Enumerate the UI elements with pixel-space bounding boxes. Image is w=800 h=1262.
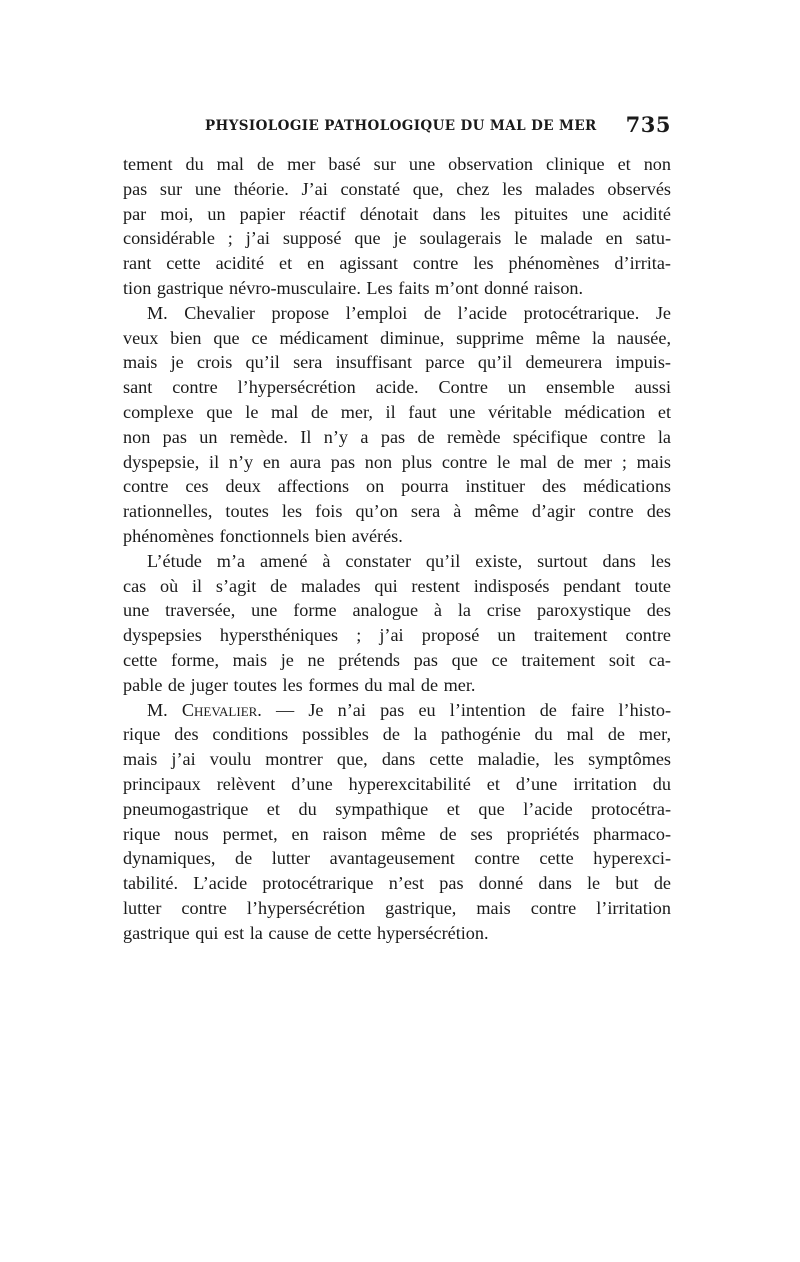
- text-line: dynamiques, de lutter avantageusement contre cette hyperexci-: [123, 848, 671, 869]
- text-line: phénomènes fonctionnels bien avérés.: [123, 525, 403, 546]
- text-line: dyspepsie, il n’y en aura pas non plus contre le mal de mer ; mais: [123, 451, 671, 472]
- text-line: rant cette acidité et en agissant contre les phénomènes d’irrita-: [123, 253, 671, 274]
- body-text: [123, 152, 671, 946]
- text-line: par moi, un papier réactif dénotait dans les pituites une acidité: [123, 203, 671, 224]
- running-head: [123, 112, 671, 142]
- page-number: 735: [625, 112, 671, 137]
- text-line: principaux relèvent d’une hyperexcitabilité et d’une irritation du: [123, 773, 671, 794]
- running-title: PHYSIOLOGIE PATHOLOGIQUE DU MAL DE MER: [205, 118, 597, 134]
- text-line: complexe que le mal de mer, il faut une véritable médication et: [123, 401, 671, 422]
- text-line: dyspepsies hypersthéniques ; j’ai proposé un traitement contre: [123, 625, 671, 646]
- text-line: rique des conditions possibles de la pathogénie du mal de mer,: [123, 724, 671, 745]
- text-line: gastrique qui est la cause de cette hypersécrétion.: [123, 922, 489, 943]
- text-line: tion gastrique névro-musculaire. Les faits m’ont donné raison.: [123, 277, 584, 298]
- text-line: L’étude m’a amené à constater qu’il existe, surtout dans les: [147, 550, 671, 571]
- text-line: veux bien que ce médicament diminue, supprime même la nausée,: [123, 327, 671, 348]
- text-line: pneumogastrique et du sympathique et que l’acide protocétra-: [123, 798, 671, 819]
- text-line: contre ces deux affections on pourra instituer des médications: [123, 476, 671, 497]
- text-line: mais je crois qu’il sera insuffisant parce qu’il demeurera impuis-: [123, 352, 671, 373]
- text-line: M. Chevalier propose l’emploi de l’acide protocétrarique. Je: [147, 302, 671, 323]
- text-line: considérable ; j’ai supposé que je soulagerais le malade en satu-: [123, 228, 671, 249]
- text-line: mais j’ai voulu montrer que, dans cette maladie, les symptômes: [123, 749, 671, 770]
- text-line: tabilité. L’acide protocétrarique n’est pas donné dans le but de: [123, 873, 671, 894]
- text-line: cette forme, mais je ne prétends pas que ce traitement soit ca-: [123, 649, 671, 670]
- text-line: une traversée, une forme analogue à la crise paroxystique des: [123, 600, 671, 621]
- text-line: sant contre l’hypersécrétion acide. Contre un ensemble aussi: [123, 377, 671, 398]
- text-line: tement du mal de mer basé sur une observation clinique et non: [123, 154, 671, 174]
- text-line: rique nous permet, en raison même de ses propriétés pharmaco-: [123, 823, 671, 844]
- text-line: [123, 698, 671, 723]
- text-line: lutter contre l’hypersécrétion gastrique, mais contre l’irritation: [123, 897, 671, 918]
- text-line: rationnelles, toutes les fois qu’on sera à même d’agir contre des: [123, 501, 671, 522]
- speaker-name: M. Chevalier. —: [147, 699, 295, 720]
- text-line: pas sur une théorie. J’ai constaté que, chez les malades observés: [123, 178, 671, 199]
- text-line: cas où il s’agit de malades qui restent indisposés pendant toute: [123, 575, 671, 596]
- speaker-text: Je n’ai pas eu l’intention de faire l’histo-: [294, 699, 671, 720]
- text-line: non pas un remède. Il n’y a pas de remède spécifique contre la: [123, 426, 671, 447]
- text-line: pable de juger toutes les formes du mal de mer.: [123, 674, 476, 695]
